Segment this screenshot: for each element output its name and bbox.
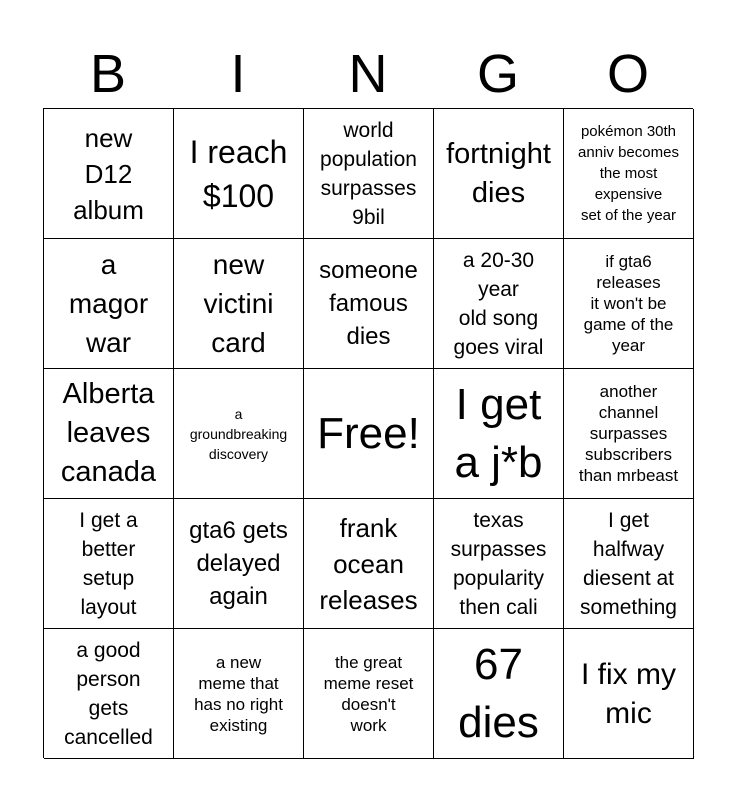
bingo-cell-r2-c4[interactable]: a 20-30 year old song goes viral (434, 239, 564, 369)
bingo-cell-r4-c1[interactable]: I get a better setup layout (44, 499, 174, 629)
header-letter-i: I (230, 44, 246, 104)
bingo-cell-r1-c5[interactable]: pokémon 30th anniv becomes the most expensive set of the year (564, 109, 694, 239)
header-letter-g: G (476, 44, 519, 104)
bingo-cell-r3-c5[interactable]: another channel surpasses subscribers than mrbeast (564, 369, 694, 499)
bingo-cell-r2-c1[interactable]: a magor war (44, 239, 174, 369)
bingo-cell-r1-c2[interactable]: I reach $100 (174, 109, 304, 239)
bingo-cell-r4-c4[interactable]: texas surpasses popularity then cali (434, 499, 564, 629)
bingo-cell-r4-c2[interactable]: gta6 gets delayed again (174, 499, 304, 629)
bingo-cell-r4-c5[interactable]: I get halfway diesent at something (564, 499, 694, 629)
bingo-cell-r5-c2[interactable]: a new meme that has no right existing (174, 629, 304, 759)
bingo-cell-r2-c5[interactable]: if gta6 releases it won't be game of the year (564, 239, 694, 369)
bingo-cell-r1-c4[interactable]: fortnight dies (434, 109, 564, 239)
bingo-cell-free[interactable]: Free! (304, 369, 434, 499)
bingo-cell-r2-c3[interactable]: someone famous dies (304, 239, 434, 369)
bingo-header (43, 40, 693, 108)
bingo-cell-r3-c1[interactable]: Alberta leaves canada (44, 369, 174, 499)
bingo-board (43, 108, 693, 758)
bingo-cell-r3-c2[interactable]: a groundbreaking discovery (174, 369, 304, 499)
header-letter-n: N (348, 44, 388, 104)
bingo-cell-r1-c3[interactable]: world population surpasses 9bil (304, 109, 434, 239)
bingo-cell-r5-c4[interactable]: 67 dies (434, 629, 564, 759)
bingo-cell-r2-c2[interactable]: new victini card (174, 239, 304, 369)
bingo-cell-r1-c1[interactable]: new D12 album (44, 109, 174, 239)
bingo-cell-r3-c4[interactable]: I get a j*b (434, 369, 564, 499)
bingo-cell-r5-c1[interactable]: a good person gets cancelled (44, 629, 174, 759)
bingo-cell-r5-c3[interactable]: the great meme reset doesn't work (304, 629, 434, 759)
bingo-cell-r5-c5[interactable]: I fix my mic (564, 629, 694, 759)
header-letter-b: B (89, 44, 127, 104)
bingo-cell-r4-c3[interactable]: frank ocean releases (304, 499, 434, 629)
header-letter-o: O (606, 44, 649, 104)
